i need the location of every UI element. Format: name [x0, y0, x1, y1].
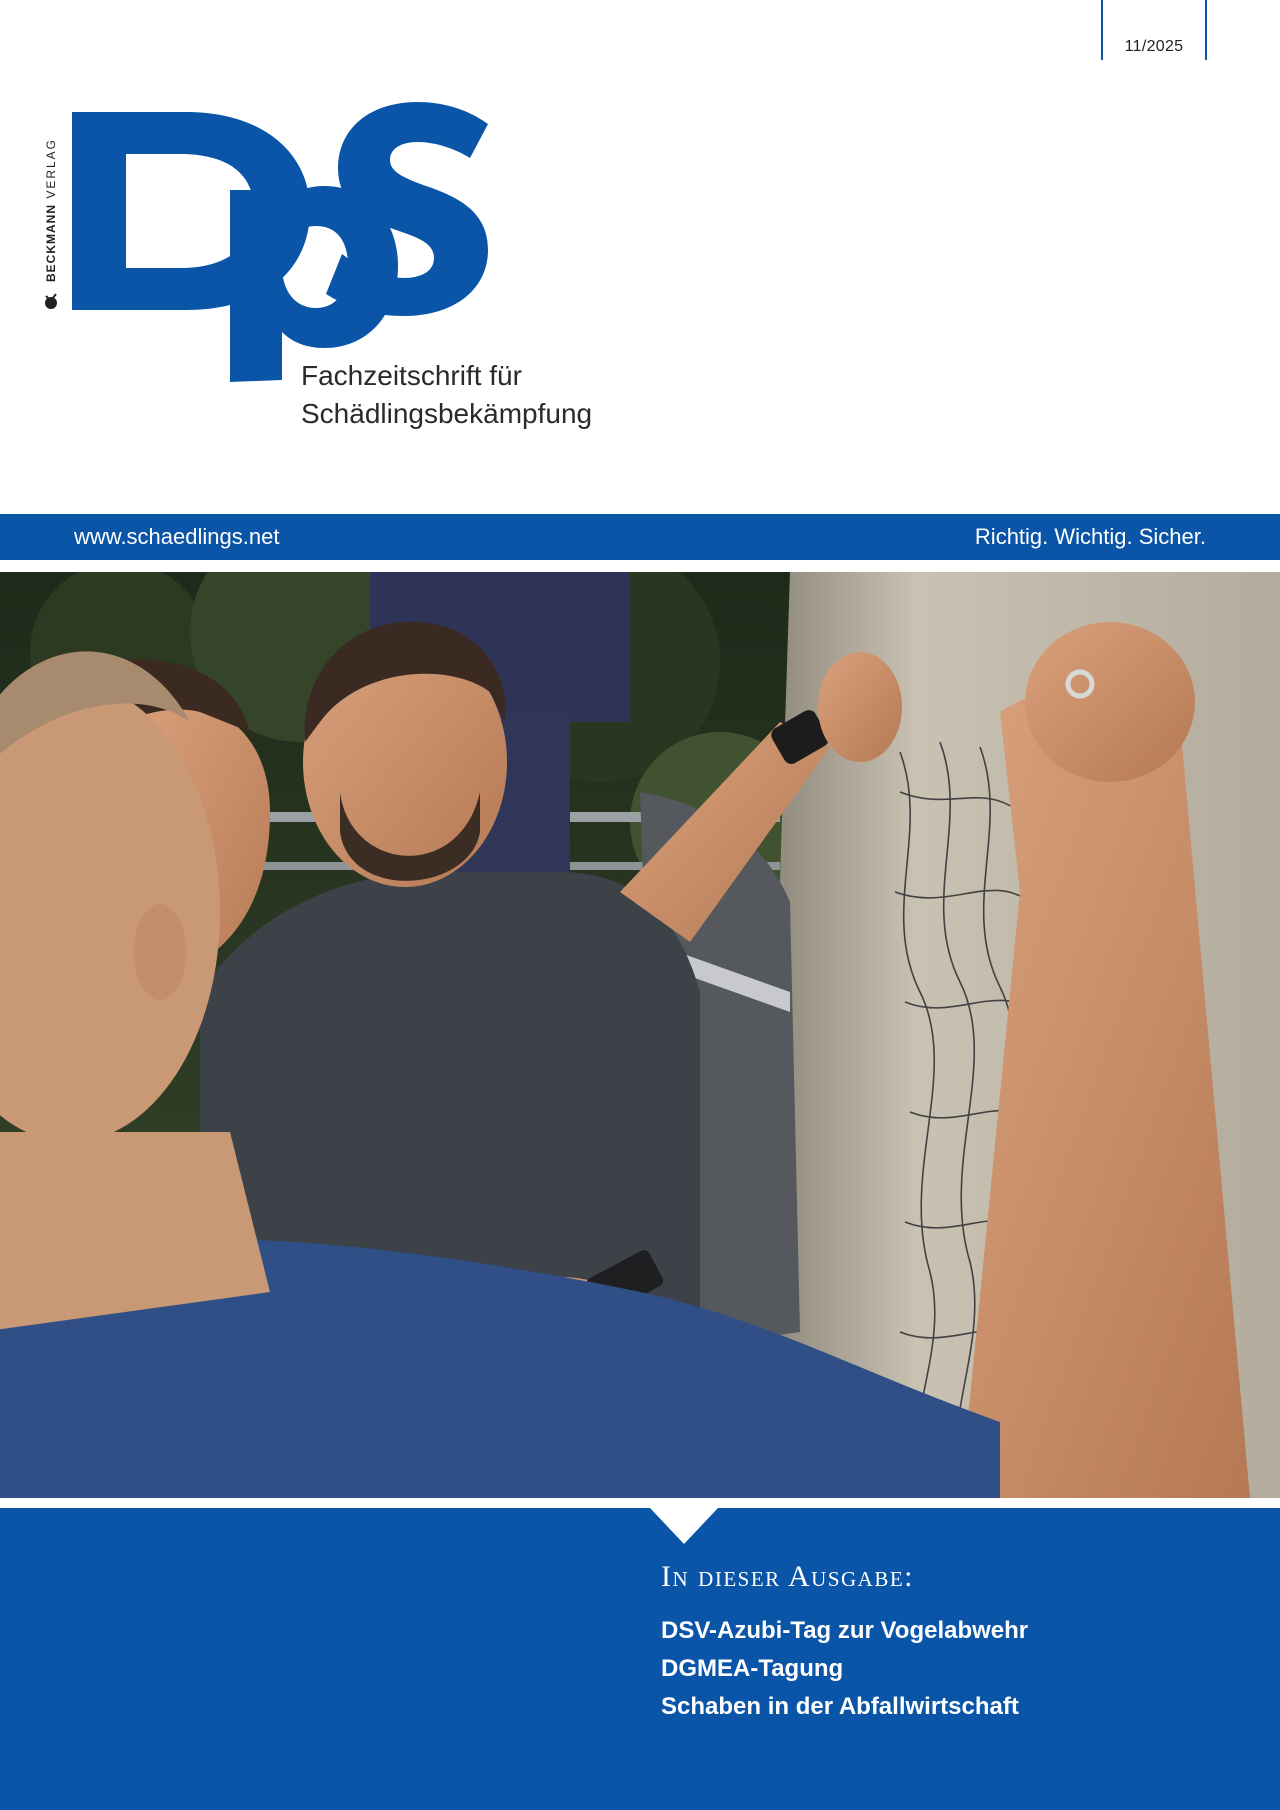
website-url[interactable]: www.schaedlings.net [74, 524, 280, 549]
publisher-name [44, 138, 58, 282]
photo-bottom-divider [0, 1498, 1280, 1508]
masthead-tagline [301, 357, 592, 433]
dps-logo [68, 102, 508, 392]
publisher-brand: BECKMANN [44, 204, 58, 283]
contents-item[interactable]: DGMEA-Tagung [661, 1655, 844, 1682]
masthead [68, 102, 508, 392]
tagline-line-1: Fachzeitschrift für [301, 360, 522, 391]
contents-title: In dieser Ausgabe: [661, 1560, 915, 1593]
publisher-mark [38, 110, 64, 310]
url-bar [0, 514, 1280, 560]
slogan: Richtig. Wichtig. Sicher. [974, 524, 1206, 549]
cover-photo-illustration [0, 572, 1280, 1498]
tagline-line-2: Schädlingsbekämpfung [301, 398, 593, 429]
publisher-logo-icon [40, 290, 62, 312]
panel-notch [650, 1508, 718, 1544]
contents-item[interactable]: Schaben in der Abfallwirtschaft [661, 1693, 1019, 1720]
cover-photo [0, 572, 1280, 1498]
issue-number: 11/2025 [1124, 38, 1184, 55]
issue-contents [661, 1560, 1261, 1726]
publisher-suffix: VERLAG [44, 137, 58, 199]
bar-divider [0, 560, 1280, 572]
issue-tab [1101, 0, 1207, 60]
contents-item[interactable]: DSV-Azubi-Tag zur Vogelabwehr [661, 1617, 1029, 1644]
